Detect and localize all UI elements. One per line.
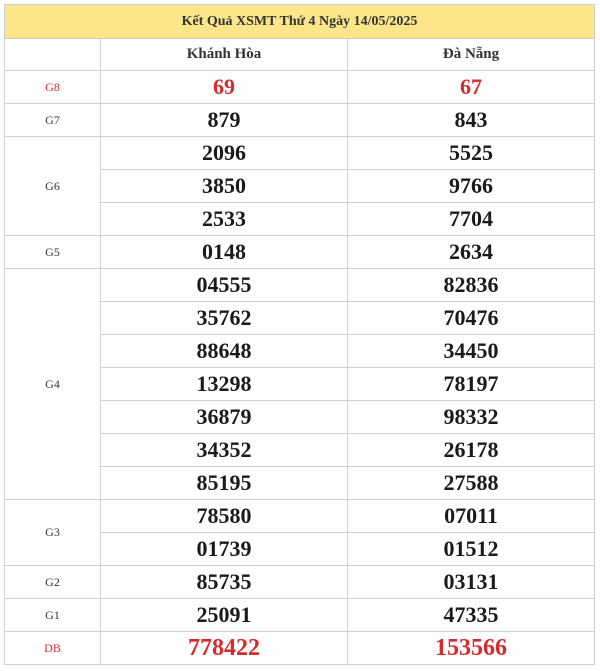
prize-number-g4-da-nang: 78197 (348, 368, 595, 401)
prize-number-g5-khanh-hoa: 0148 (101, 236, 348, 269)
prize-row-g8 (5, 71, 595, 104)
prize-number-g6-da-nang: 7704 (348, 203, 595, 236)
prize-label-g7: G7 (5, 104, 101, 137)
prize-number-g4-da-nang: 98332 (348, 401, 595, 434)
prize-number-g6-khanh-hoa: 3850 (101, 170, 348, 203)
prize-number-g4-da-nang: 26178 (348, 434, 595, 467)
prize-number-g4-khanh-hoa: 34352 (101, 434, 348, 467)
prize-number-g4-da-nang: 27588 (348, 467, 595, 500)
prize-number-g6-khanh-hoa: 2096 (101, 137, 348, 170)
prize-row-g5 (5, 236, 595, 269)
prize-number-g4-khanh-hoa: 88648 (101, 335, 348, 368)
prize-row-g3 (5, 500, 595, 533)
prize-number-g4-khanh-hoa: 04555 (101, 269, 348, 302)
prize-label-db: DB (5, 632, 101, 665)
title-row (5, 5, 595, 39)
prize-number-g8-khanh-hoa: 69 (101, 71, 348, 104)
prize-row-g4 (5, 269, 595, 302)
prize-label-g5: G5 (5, 236, 101, 269)
prize-number-g2-khanh-hoa: 85735 (101, 566, 348, 599)
prize-row-g2 (5, 566, 595, 599)
prize-number-g4-khanh-hoa: 36879 (101, 401, 348, 434)
prize-number-g3-khanh-hoa: 78580 (101, 500, 348, 533)
prize-number-g8-da-nang: 67 (348, 71, 595, 104)
prize-number-db-khanh-hoa: 778422 (101, 632, 348, 665)
prize-number-db-da-nang: 153566 (348, 632, 595, 665)
prize-label-g1: G1 (5, 599, 101, 632)
prize-number-g5-da-nang: 2634 (348, 236, 595, 269)
prize-number-g6-da-nang: 9766 (348, 170, 595, 203)
prize-label-g4: G4 (5, 269, 101, 500)
prize-label-g8: G8 (5, 71, 101, 104)
prize-row-g1 (5, 599, 595, 632)
prize-number-g4-khanh-hoa: 35762 (101, 302, 348, 335)
header-row (5, 39, 595, 71)
prize-number-g3-da-nang: 07011 (348, 500, 595, 533)
prize-number-g6-khanh-hoa: 2533 (101, 203, 348, 236)
prize-row-g7 (5, 104, 595, 137)
prize-number-g3-da-nang: 01512 (348, 533, 595, 566)
results-table (4, 4, 595, 665)
prize-number-g7-da-nang: 843 (348, 104, 595, 137)
province-header-da-nang: Đà Nẵng (348, 39, 595, 71)
prize-number-g4-khanh-hoa: 85195 (101, 467, 348, 500)
prize-label-g6: G6 (5, 137, 101, 236)
prize-number-g2-da-nang: 03131 (348, 566, 595, 599)
prize-row-g6 (5, 137, 595, 170)
prize-number-g4-da-nang: 82836 (348, 269, 595, 302)
province-header-khanh-hoa: Khánh Hòa (101, 39, 348, 71)
results-table-container (4, 4, 594, 665)
prize-number-g3-khanh-hoa: 01739 (101, 533, 348, 566)
prize-number-g4-khanh-hoa: 13298 (101, 368, 348, 401)
prize-label-g3: G3 (5, 500, 101, 566)
prize-number-g6-da-nang: 5525 (348, 137, 595, 170)
prize-row-db (5, 632, 595, 665)
prize-label-g2: G2 (5, 566, 101, 599)
prize-number-g1-khanh-hoa: 25091 (101, 599, 348, 632)
prize-number-g1-da-nang: 47335 (348, 599, 595, 632)
prize-number-g4-da-nang: 70476 (348, 302, 595, 335)
prize-number-g7-khanh-hoa: 879 (101, 104, 348, 137)
table-title: Kết Quả XSMT Thứ 4 Ngày 14/05/2025 (5, 5, 595, 39)
prize-number-g4-da-nang: 34450 (348, 335, 595, 368)
header-empty-cell (5, 39, 101, 71)
